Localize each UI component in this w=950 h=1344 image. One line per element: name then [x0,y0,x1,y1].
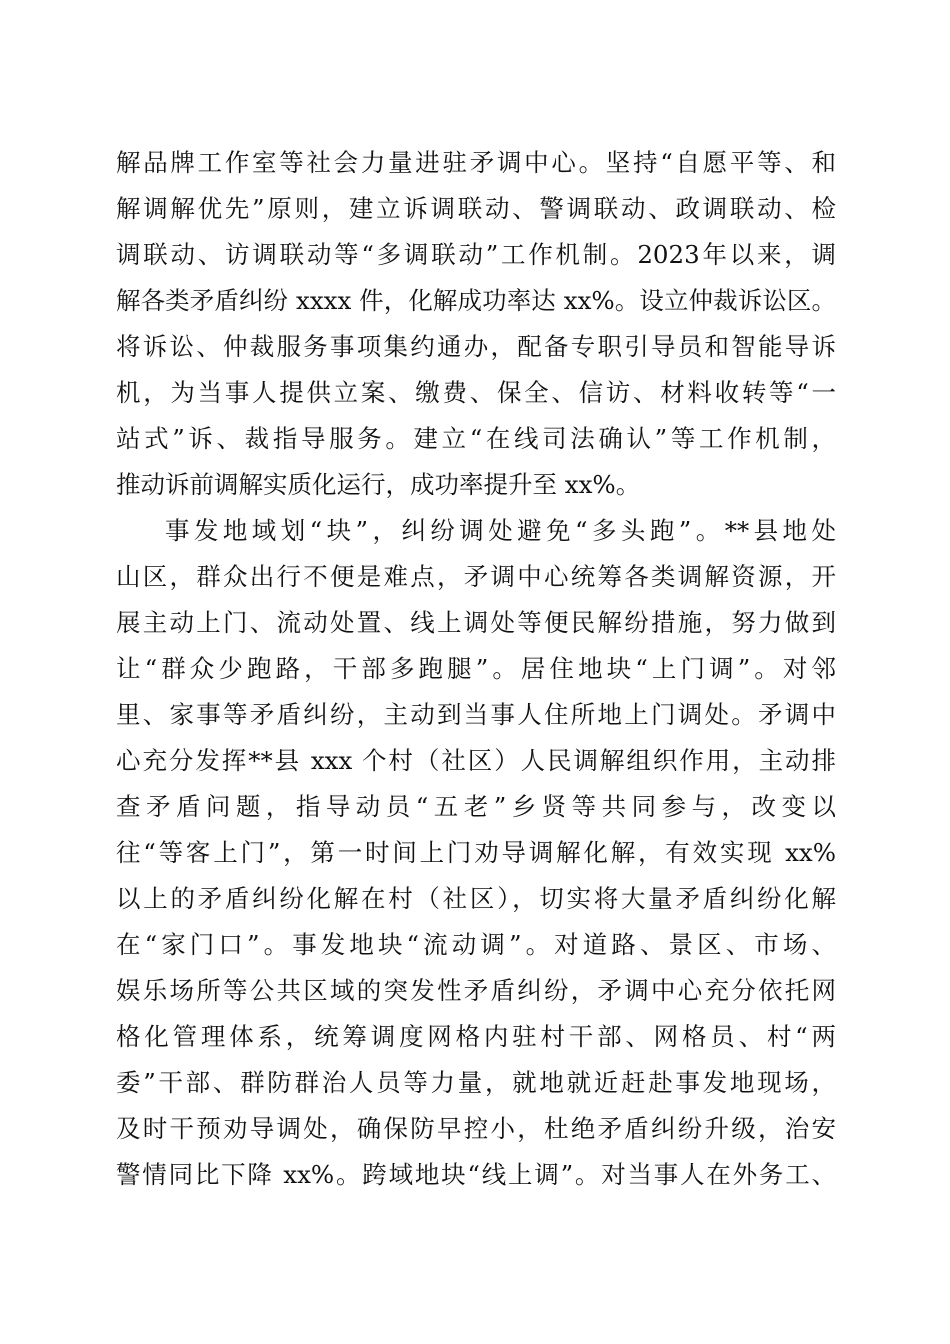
paragraph-1-line-4: 解各类矛盾纠纷 xxxx 件，化解成功率达 xx%。设立仲裁诉讼区。 [116,286,836,315]
paragraph-1-line-1: 解品牌工作室等社会力量进驻矛调中心。坚持“自愿平等、和 [116,148,836,177]
paragraph-2-line-13: 委”干部、群防群治人员等力量，就地就近赶赴事发地现场， [116,1068,836,1097]
paragraph-1-line-3: 调联动、访调联动等“多调联动”工作机制。2023年以来，调 [116,240,836,269]
paragraph-2-line-11: 娱乐场所等公共区域的突发性矛盾纠纷，矛调中心充分依托网 [116,976,836,1005]
paragraph-2-line-10: 在“家门口”。事发地块“流动调”。对道路、景区、市场、 [116,930,836,959]
paragraph-2-line-1: 事发地域划“块”，纠纷调处避免“多头跑”。**县地处 [165,516,836,545]
paragraph-1-line-7: 站式”诉、裁指导服务。建立“在线司法确认”等工作机制， [116,424,836,453]
paragraph-2-line-14: 及时干预劝导调处，确保防早控小，杜绝矛盾纠纷升级，治安 [116,1114,836,1143]
paragraph-2-line-7: 查矛盾问题，指导动员“五老”乡贤等共同参与，改变以 [116,792,836,821]
paragraph-1-line-8: 推动诉前调解实质化运行，成功率提升至 xx%。 [116,470,641,499]
paragraph-2-line-8: 往“等客上门”，第一时间上门劝导调解化解，有效实现 xx% [116,838,836,867]
paragraph-2-line-5: 里、家事等矛盾纠纷，主动到当事人住所地上门调处。矛调中 [116,700,836,729]
paragraph-1-line-2: 解调解优先”原则，建立诉调联动、警调联动、政调联动、检 [116,194,836,223]
paragraph-2-line-12: 格化管理体系，统筹调度网格内驻村干部、网格员、村“两 [116,1022,836,1051]
paragraph-2-line-4: 让“群众少跑路，干部多跑腿”。居住地块“上门调”。对邻 [116,654,836,683]
paragraph-1-line-6: 机，为当事人提供立案、缴费、保全、信访、材料收转等“一 [116,378,836,407]
paragraph-2-line-2: 山区，群众出行不便是难点，矛调中心统筹各类调解资源，开 [116,562,836,591]
paragraph-2-line-6: 心充分发挥**县 xxx 个村（社区）人民调解组织作用，主动排 [116,746,836,775]
paragraph-2-line-15: 警情同比下降 xx%。跨域地块“线上调”。对当事人在外务工、 [116,1160,836,1189]
document-body [116,140,836,1198]
paragraph-1-line-5: 将诉讼、仲裁服务事项集约通办，配备专职引导员和智能导诉 [116,332,836,361]
paragraph-2 [116,508,836,1198]
paragraph-1 [116,140,836,508]
paragraph-2-line-3: 展主动上门、流动处置、线上调处等便民解纷措施，努力做到 [116,608,836,637]
paragraph-2-line-9: 以上的矛盾纠纷化解在村（社区），切实将大量矛盾纠纷化解 [116,884,836,913]
